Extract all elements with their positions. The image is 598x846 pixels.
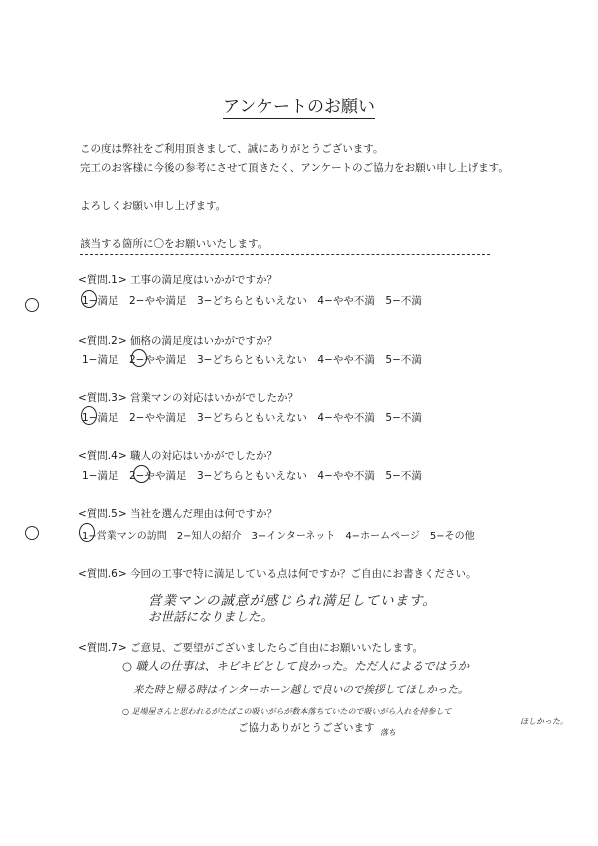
answer-circle-q2[interactable] bbox=[131, 349, 147, 367]
binder-hole-bottom bbox=[25, 526, 39, 540]
question-5-options: 1−営業マンの訪問 2−知人の紹介 3−インターネット 4−ホームページ 5−その他 bbox=[82, 531, 475, 542]
question-1-label: <質問.1> 工事の満足度はいかがですか？ bbox=[78, 274, 277, 286]
q6-handwritten-line-1: 営業マンの誠意が感じられ満足しています。 bbox=[148, 593, 437, 609]
intro-line-1: この度は弊社をご利用頂きまして、誠にありがとうございます。 bbox=[80, 143, 384, 155]
question-4-options: 1−満足 2−やや満足 3−どちらともいえない 4−やや不満 5−不満 bbox=[82, 470, 422, 482]
q7-handwritten-line-1: ○ 職人の仕事は、キビキビとして良かった。ただ人によるではうか bbox=[122, 659, 470, 673]
question-2-label: <質問.2> 価格の満足度はいかがですか？ bbox=[78, 335, 277, 347]
q7-handwritten-note: 落ち bbox=[380, 728, 396, 737]
answer-circle-q5[interactable] bbox=[79, 523, 95, 542]
answer-circle-q3[interactable] bbox=[81, 406, 97, 425]
question-2-options: 1−満足 2−やや満足 3−どちらともいえない 4−やや不満 5−不満 bbox=[82, 354, 422, 366]
q7-handwritten-line-2: 来た時と帰る時はインターホーン越しで良いので挨拶してほしかった。 bbox=[133, 684, 469, 696]
question-4-label: <質問.4> 職人の対応はいかがでしたか？ bbox=[78, 450, 277, 462]
q6-handwritten-line-2: お世話になりました。 bbox=[148, 609, 274, 624]
answer-circle-q1[interactable] bbox=[81, 290, 97, 308]
closing-thanks: ご協力ありがとうございます bbox=[238, 722, 375, 734]
q7-handwritten-line-3-end: ほしかった。 bbox=[520, 717, 568, 726]
question-5-label: <質問.5> 当社を選んだ理由は何ですか？ bbox=[78, 508, 277, 520]
separator-line bbox=[80, 254, 490, 255]
binder-hole-top bbox=[25, 298, 39, 312]
question-7-label: <質問.7> ご意見、ご要望がございましたらご自由にお願いいたします。 bbox=[78, 642, 424, 654]
page-title: アンケートのお願い bbox=[223, 97, 375, 117]
intro-line-4: 該当する箇所に〇をお願いいたします。 bbox=[80, 238, 269, 250]
question-3-label: <質問.3> 営業マンの対応はいかがでしたか？ bbox=[78, 392, 298, 404]
question-1-options: 1−満足 2−やや満足 3−どちらともいえない 4−やや不満 5−不満 bbox=[82, 295, 422, 307]
intro-line-2: 完工のお客様に今後の参考にさせて頂きたく、アンケートのご協力をお願い申し上げます。 bbox=[80, 162, 509, 174]
q7-handwritten-line-3: ○ 足場屋さんと思われるがたばこの吸いがらが数本落ちていたので吸いがら入れを持参して bbox=[122, 707, 452, 716]
question-6-label: <質問.6> 今回の工事で特に満足している点は何ですか？ご自由にお書きください。 bbox=[78, 568, 477, 580]
intro-line-3: よろしくお願い申し上げます。 bbox=[80, 200, 227, 212]
answer-circle-q4[interactable] bbox=[133, 465, 150, 483]
question-3-options: 1−満足 2−やや満足 3−どちらともいえない 4−やや不満 5−不満 bbox=[82, 412, 422, 424]
